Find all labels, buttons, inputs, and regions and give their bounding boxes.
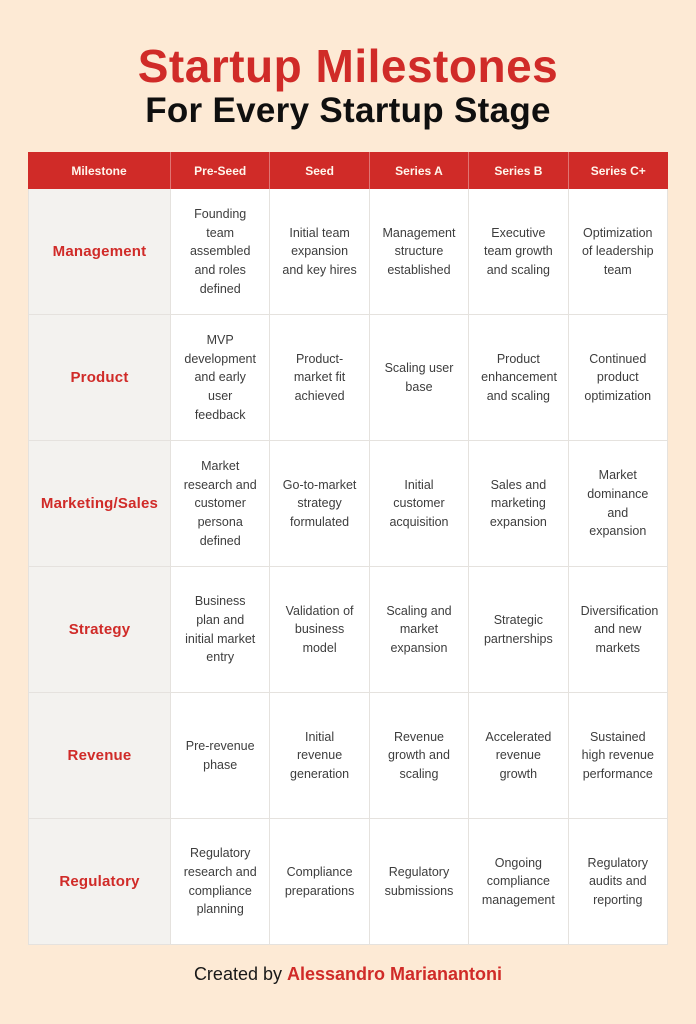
milestone-cell: Scaling and market expansion <box>370 567 469 693</box>
milestone-cell: Pre-revenue phase <box>171 693 270 819</box>
milestones-table <box>28 152 668 945</box>
footer-credit <box>28 964 668 985</box>
credit-prefix: Created by <box>193 964 287 985</box>
milestone-cell: Initial revenue generation <box>270 693 369 819</box>
milestone-cell: Continued product optimization <box>569 315 668 441</box>
row-label-product: Product <box>28 315 171 441</box>
row-label-marketing-sales: Marketing/Sales <box>28 441 171 567</box>
milestone-cell: Revenue growth and scaling <box>370 693 469 819</box>
milestone-cell: Product enhancement and scaling <box>469 315 568 441</box>
column-header-seed: Seed <box>270 152 369 189</box>
milestone-cell: Product-market fit achieved <box>270 315 369 441</box>
milestone-cell: Optimization of leadership team <box>569 189 668 315</box>
milestone-cell: Compliance preparations <box>270 819 369 945</box>
page-title: Startup Milestones <box>137 40 559 92</box>
table-header-row <box>28 152 668 189</box>
table-body <box>28 189 668 945</box>
credit-author: Alessandro Marianantoni <box>287 964 503 985</box>
column-header-milestone: Milestone <box>28 152 171 189</box>
table-row <box>28 189 668 315</box>
row-label-management: Management <box>28 189 171 315</box>
column-header-pre-seed: Pre-Seed <box>171 152 270 189</box>
milestone-cell: Initial team expansion and key hires <box>270 189 369 315</box>
milestone-cell: Sustained high revenue performance <box>569 693 668 819</box>
milestone-cell: Strategic partnerships <box>469 567 568 693</box>
table-row <box>28 567 668 693</box>
table-row <box>28 315 668 441</box>
milestone-cell: Diversification and new markets <box>569 567 668 693</box>
milestone-cell: Business plan and initial market entry <box>171 567 270 693</box>
table-row <box>28 819 668 945</box>
table-header <box>28 152 668 189</box>
row-label-revenue: Revenue <box>28 693 171 819</box>
milestone-cell: Validation of business model <box>270 567 369 693</box>
milestone-cell: Market dominance and expansion <box>569 441 668 567</box>
milestone-cell: Regulatory audits and reporting <box>569 819 668 945</box>
column-header-series-b: Series B <box>469 152 568 189</box>
row-label-strategy: Strategy <box>28 567 171 693</box>
column-header-series-c-: Series C+ <box>569 152 668 189</box>
milestone-cell: Market research and customer persona defined <box>171 441 270 567</box>
milestone-cell: Regulatory research and compliance planning <box>171 819 270 945</box>
milestone-cell: Executive team growth and scaling <box>469 189 568 315</box>
milestone-cell: Initial customer acquisition <box>370 441 469 567</box>
milestone-cell: Sales and marketing expansion <box>469 441 568 567</box>
row-label-regulatory: Regulatory <box>28 819 171 945</box>
milestone-cell: Go-to-market strategy formulated <box>270 441 369 567</box>
milestone-cell: Management structure established <box>370 189 469 315</box>
poster-header <box>28 42 668 130</box>
milestone-cell: Founding team assembled and roles defined <box>171 189 270 315</box>
table-row <box>28 441 668 567</box>
milestone-cell: Regulatory submissions <box>370 819 469 945</box>
table-row <box>28 693 668 819</box>
milestone-cell: Accelerated revenue growth <box>469 693 568 819</box>
milestone-cell: Scaling user base <box>370 315 469 441</box>
milestone-cell: Ongoing compliance management <box>469 819 568 945</box>
milestone-cell: MVP development and early user feedback <box>171 315 270 441</box>
page-subtitle: For Every Startup Stage <box>145 90 551 130</box>
column-header-series-a: Series A <box>370 152 469 189</box>
